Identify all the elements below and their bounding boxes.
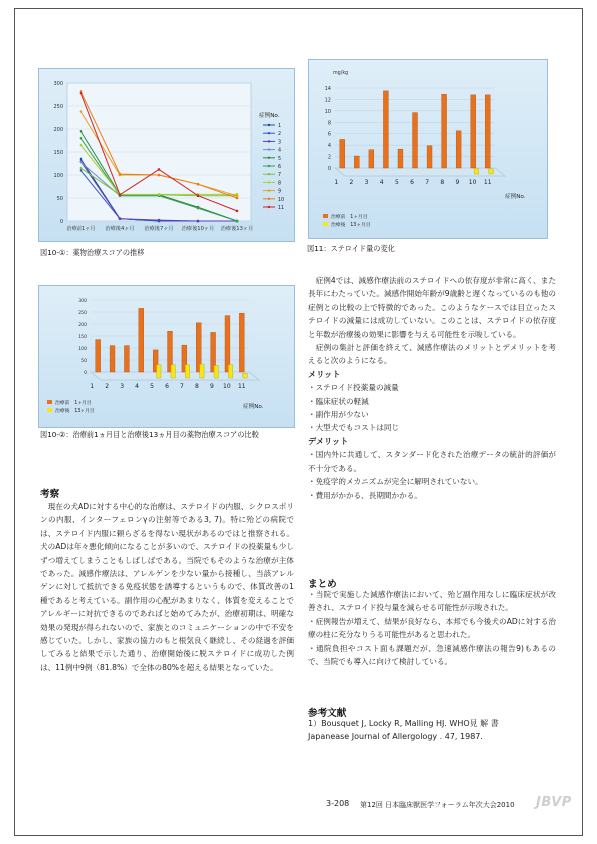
y-tick-label: 2 [327,154,331,161]
bar-before-1 [340,139,345,168]
reference-1-line: 1）Bousquet J, Locky R, Malling HJ. WHO見 解 書 [308,719,499,728]
x-tick-label: 10 [468,179,477,186]
bar-before-11 [485,95,490,168]
figure-10-1-chart [39,69,294,241]
x-tick-label: 6 [165,383,169,390]
legend-label: 2 [278,132,282,138]
y-tick-label: 6 [327,131,331,138]
demerit-item: ・免疫学的メカニズムが完全に解明されていない。 [308,477,483,487]
data-point [80,167,83,170]
bar-before-11 [239,313,244,372]
bar-after-5 [157,365,161,378]
summary-body [308,588,556,668]
bar-before-8 [442,94,447,168]
y-tick-label: 4 [327,143,331,150]
bar-before-4 [383,91,388,168]
data-point [158,168,161,171]
data-point [158,193,161,196]
legend-label: 1 [278,124,282,129]
legend-marker [268,132,270,134]
x-tick-label: 4 [379,179,384,186]
data-point [119,173,122,176]
figure-10-1-caption: 図10-①：薬物治療スコアの推移 [40,248,145,257]
x-tick-label: 治療後7ヶ月 [144,226,174,232]
legend-label: 8 [278,181,282,187]
legend-marker [268,165,270,167]
bar-before-3 [124,346,129,372]
bar-after-10 [474,168,478,174]
chart-floor [335,168,505,176]
y-tick-label: 50 [56,196,63,202]
legend-marker [268,124,270,126]
x-tick-label: 8 [440,179,445,186]
bar-after-11 [489,169,493,174]
y-tick-label: 12 [324,97,331,104]
y-tick-label: 10 [324,108,331,115]
summary-item: ・症例報告が増えて、結果が良好なら、本邦でも今後犬のADに対する治療の柱に充分なりうる可能性があると思われた。 [308,616,556,640]
y-tick-label: 200 [53,127,63,133]
x-tick-label: 治療後10ヶ月 [181,226,215,232]
y-tick-label: 8 [327,120,331,127]
y-tick-label: 100 [53,173,63,179]
bar-before-5 [398,149,403,168]
summary-heading: まとめ [308,579,337,590]
y-tick-label: 200 [78,323,87,328]
data-point [80,137,83,140]
conference-name: 第12回 日本臨床獣医学フォーラム年次大会2010 [360,801,515,809]
reference-1-journal: Japanease Journal of Allergology . 47, 1987. [308,732,483,742]
y-tick-label: 0 [327,166,331,172]
bar-before-3 [369,150,374,168]
bar-after-11 [243,373,247,378]
bar-before-10 [471,95,476,168]
legend-swatch [323,214,328,218]
data-point [158,219,161,222]
legend-label: 9 [278,189,282,195]
discussion-heading: 考察 [40,489,60,500]
legend-label: 治療前 1ヶ月目 [331,215,368,220]
figure-11-chart [309,60,547,238]
figure-10-1 [38,68,295,242]
legend-marker [268,189,270,191]
x-tick-label: 11 [237,383,246,390]
legend-marker [268,140,270,142]
x-tick-label: 1 [90,383,95,390]
data-point [197,183,200,186]
data-point [197,220,200,223]
figure-11-caption: 図11：ステロイド量の変化 [307,244,395,253]
x-tick-label: 5 [394,179,399,186]
merit-heading: メリット [308,368,341,379]
bar-before-7 [427,146,432,168]
right-column [308,274,556,502]
x-tick-label: 治療後4ヶ月 [105,226,135,232]
legend-label: 4 [278,148,282,154]
demerit-heading: デメリット [308,435,349,446]
evaluation-paragraph: 症例の集計と評価を終えて、減感作療法のメリットとデメリットを考えると次のようになる。 [308,343,556,366]
data-point [236,210,239,213]
data-point [80,161,83,164]
x-tick-label: 3 [364,179,369,186]
y-tick-label: 0 [59,219,63,225]
legend-swatch [47,408,52,412]
x-axis-label: 症例No. [243,404,264,410]
legend-marker [268,198,270,200]
bar-after-6 [171,365,175,378]
case4-paragraph: 症例4では、減感作療法前のステロイドへの依存度が非常に高く、また長年にわたっていた。減感作開始年齢が9歳齢と遅くなっているのも他の症例との比較の上で特徴的であった。このようなケースでは目立ったステロイドの減量には成功していない。このことは、ステロイドの依存度と年数が治療後の効果に影響を与える可能性を示唆している。 [308,276,556,339]
y-tick-label: 300 [53,81,63,87]
x-tick-label: 6 [410,179,414,186]
legend-marker [268,181,270,183]
bar-after-8 [200,364,204,378]
legend-swatch [323,222,328,226]
legend-marker [268,148,270,150]
data-point [119,217,122,220]
legend-label: 7 [278,173,282,179]
bar-before-4 [139,308,144,372]
page-number: 3-208 [326,799,350,808]
bar-before-2 [354,156,359,168]
legend-label: 5 [278,156,282,162]
data-point [236,197,239,200]
x-tick-label: 4 [135,383,139,390]
y-tick-label: 150 [78,335,87,340]
x-tick-label: 10 [223,383,231,390]
x-tick-label: 2 [105,383,110,390]
y-tick-label: 100 [78,347,87,352]
summary-item: ・通院負担やコスト面も課題だが、急速減感作療法の報告9)もあるので、当院でも導入に向けて検討している。 [308,643,556,667]
x-tick-label: 1 [334,179,339,186]
data-point [80,158,83,161]
data-point [80,110,83,113]
legend-label: 10 [278,197,285,203]
discussion-paragraph: 現在の犬ADに対する中心的な治療は、ステロイドの内服、シクロスポリンの内服、インターフェロンγの注射等である3, 7)。特に殆どの病院では、ステロイド内服に頼らざるを得ない現状があるのではと推察される。犬のADは年々悪化傾向になることが多いので、ステロイドの投薬量も少しずつ増えてしまうこともしばしばである。当院でもそのような治療が主体であった。減感作療法は、アレルゲンを少ない量から接種し、当該アレルゲンに対して抵抗できる免疫状態を誘導するというもので、体質改善の1種であると考えている。副作用の心配があまりなく、体質を変えることでアレルギーに対抗できるのであればと始めてみたが、治療初期は、明確な効果の発現が得られないので、家族とのコミュニケーションの中で不安を感じていた。しかし、家族の協力のもと根気良く継続し、その経過を評価してみると結果で示した通り、治療開始後に脱ステロイドに成功した例は、11例中9例（81.8%）で全体の80%を超える結果となっていた。 [40,502,294,672]
data-point [80,144,83,147]
axis-unit: mg/kg [333,71,349,76]
legend-label: 治療後 13ヶ月目 [331,223,371,228]
figure-10-2 [38,285,295,428]
discussion-body [40,500,294,674]
data-point [80,169,83,172]
legend-marker [268,157,270,159]
data-point [197,207,200,210]
legend-label: 治療後 13ヶ月目 [55,409,95,414]
x-tick-label: 7 [180,383,184,390]
references-body [308,717,556,744]
demerit-item: ・国内外に共通して、スタンダード化された治療データの統計的評価が不十分である。 [308,450,556,473]
summary-item: ・当院で実施した減感作療法において、殆ど副作用なしに臨床症状が改善され、ステロイド投与量を減らせる可能性が示唆された。 [308,590,556,613]
data-point [158,174,161,177]
legend-marker [268,206,270,208]
legend-label: 11 [278,206,285,211]
x-axis-label: 症例No. [505,194,526,200]
x-tick-label: 9 [455,179,460,186]
y-tick-label: 150 [53,150,63,156]
merit-item: ・臨床症状の軽減 [308,396,369,406]
figure-10-2-chart [39,286,294,427]
y-tick-label: 14 [324,86,331,92]
x-tick-label: 8 [195,383,199,390]
bar-before-2 [110,346,115,372]
legend-label: 治療前 1ヶ月目 [55,401,92,406]
x-tick-label: 9 [209,383,214,390]
y-tick-label: 300 [78,299,87,304]
data-point [119,193,122,196]
jbvp-logo: JBVP [536,795,572,810]
legend-label: 3 [278,140,282,146]
y-tick-label: 0 [84,371,87,376]
references-heading: 参考文献 [308,708,347,719]
merit-item: ・ステロイド投薬量の減量 [308,383,399,393]
bar-before-9 [456,131,461,168]
bar-after-10 [228,365,232,378]
demerit-item: ・費用がかかる、長期間かかる。 [308,490,422,500]
figure-10-2-caption: 図10-②：治療前1ヵ月目と治療後13ヵ月目の薬物治療スコアの比較 [40,430,259,439]
x-tick-label: 7 [425,179,430,186]
x-tick-label: 治療後13ヶ月 [220,226,254,232]
data-point [236,220,239,223]
data-point [80,130,83,133]
data-point [80,92,83,95]
x-tick-label: 治療前1ヶ月 [66,226,96,232]
bar-before-1 [96,340,101,372]
merit-item: ・大型犬でもコストは同じ [308,423,400,433]
legend-label: 6 [278,165,282,170]
data-point [197,194,200,197]
bar-before-10 [225,316,230,372]
x-tick-label: 5 [150,383,154,390]
data-point [236,194,239,197]
legend-title: 症例No. [259,113,280,119]
bar-before-6 [413,113,418,168]
legend-swatch [47,400,52,404]
bar-after-9 [214,366,218,378]
x-tick-label: 11 [483,179,492,186]
y-tick-label: 250 [78,311,87,316]
x-tick-label: 3 [120,383,125,390]
merit-item: ・副作用が少ない [308,410,369,420]
figure-11 [308,59,548,239]
bar-after-7 [185,365,189,378]
y-tick-label: 250 [53,104,63,110]
y-tick-label: 50 [81,359,87,364]
x-tick-label: 2 [349,179,354,186]
legend-marker [268,173,270,175]
